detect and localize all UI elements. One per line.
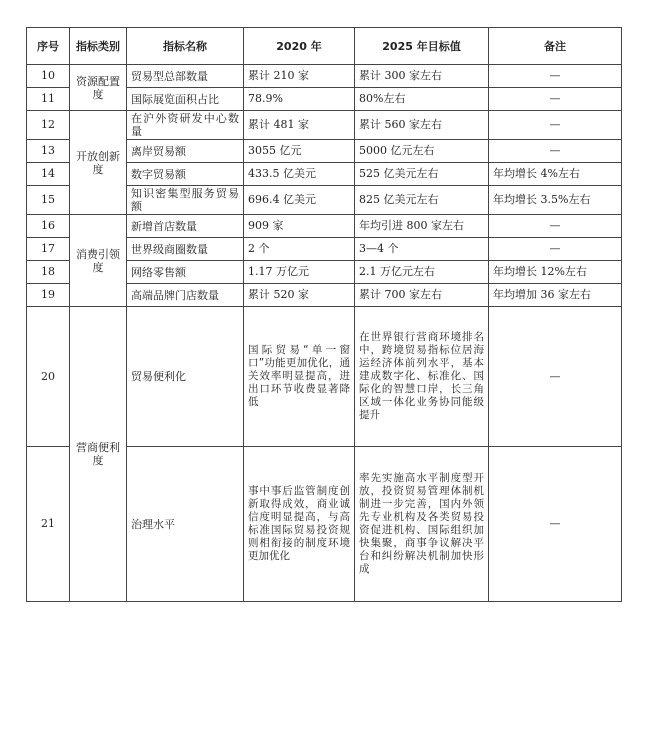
- note-cell: —: [489, 88, 622, 111]
- value-2020: 696.4 亿美元: [244, 186, 355, 215]
- value-2025: 率先实施高水平制度型开放，投资贸易管理体制机制进一步完善，国内外领先专业机构及各类贸易投资促进机构、国际组织加快集聚，商事争议解决平台和纠纷解决机制加快形成: [355, 447, 489, 602]
- indicator-name: 知识密集型服务贸易额: [127, 186, 244, 215]
- row-seq: 18: [27, 261, 70, 284]
- row-seq: 12: [27, 111, 70, 140]
- value-2025: 2.1 万亿元左右: [355, 261, 489, 284]
- value-2020: 1.17 万亿元: [244, 261, 355, 284]
- indicator-name: 数字贸易额: [127, 163, 244, 186]
- header-note: 备注: [489, 28, 622, 65]
- row-seq: 13: [27, 140, 70, 163]
- value-2020: 累计 520 家: [244, 284, 355, 307]
- row-seq: 17: [27, 238, 70, 261]
- indicator-name: 国际展览面积占比: [127, 88, 244, 111]
- indicator-name: 贸易便利化: [127, 307, 244, 447]
- row-seq: 20: [27, 307, 70, 447]
- value-2020: 事中事后监管制度创新取得成效，商业诚信度明显提高，与高标准国际贸易投资规则相衔接的制度环境更加优化: [244, 447, 355, 602]
- header-2020: 2020 年: [244, 28, 355, 65]
- indicator-name: 治理水平: [127, 447, 244, 602]
- note-cell: 年均增长 12%左右: [489, 261, 622, 284]
- row-seq: 10: [27, 65, 70, 88]
- header-name: 指标名称: [127, 28, 244, 65]
- indicator-name: 网络零售额: [127, 261, 244, 284]
- value-2025: 累计 300 家左右: [355, 65, 489, 88]
- note-cell: 年均增加 36 家左右: [489, 284, 622, 307]
- table-row: [27, 65, 622, 88]
- note-cell: —: [489, 238, 622, 261]
- note-cell: 年均增长 4%左右: [489, 163, 622, 186]
- value-2020: 3055 亿元: [244, 140, 355, 163]
- value-2020: 433.5 亿美元: [244, 163, 355, 186]
- header-seq: 序号: [27, 28, 70, 65]
- value-2025: 累计 700 家左右: [355, 284, 489, 307]
- note-cell: —: [489, 140, 622, 163]
- value-2020: 累计 481 家: [244, 111, 355, 140]
- table-row: [27, 307, 622, 447]
- indicator-name: 在沪外资研发中心数量: [127, 111, 244, 140]
- indicator-name: 离岸贸易额: [127, 140, 244, 163]
- indicator-name: 新增首店数量: [127, 215, 244, 238]
- row-seq: 21: [27, 447, 70, 602]
- row-seq: 16: [27, 215, 70, 238]
- category-cell: 营商便利度: [70, 307, 127, 602]
- header-row: [27, 28, 622, 65]
- header-2025: 2025 年目标值: [355, 28, 489, 65]
- value-2025: 525 亿美元左右: [355, 163, 489, 186]
- note-cell: —: [489, 111, 622, 140]
- value-2020: 909 家: [244, 215, 355, 238]
- category-cell: 资源配置度: [70, 65, 127, 111]
- value-2025: 3—4 个: [355, 238, 489, 261]
- row-seq: 14: [27, 163, 70, 186]
- value-2020: 国际贸易“单一窗口”功能更加优化，通关效率明显提高，进出口环节收费显著降低: [244, 307, 355, 447]
- row-seq: 19: [27, 284, 70, 307]
- value-2025: 累计 560 家左右: [355, 111, 489, 140]
- value-2025: 825 亿美元左右: [355, 186, 489, 215]
- note-cell: —: [489, 447, 622, 602]
- value-2025: 年均引进 800 家左右: [355, 215, 489, 238]
- note-cell: —: [489, 307, 622, 447]
- row-seq: 11: [27, 88, 70, 111]
- table-row: [27, 111, 622, 140]
- value-2025: 80%左右: [355, 88, 489, 111]
- indicator-table: [26, 27, 622, 602]
- value-2025: 5000 亿元左右: [355, 140, 489, 163]
- indicator-name: 高端品牌门店数量: [127, 284, 244, 307]
- note-cell: —: [489, 65, 622, 88]
- header-category: 指标类别: [70, 28, 127, 65]
- value-2020: 78.9%: [244, 88, 355, 111]
- category-cell: 开放创新度: [70, 111, 127, 215]
- indicator-name: 世界级商圈数量: [127, 238, 244, 261]
- value-2025: 在世界银行营商环境排名中，跨境贸易指标位居海运经济体前列水平，基本建成数字化、标准化、国际化的智慧口岸，长三角区域一体化业务协同能级提升: [355, 307, 489, 447]
- category-cell: 消费引领度: [70, 215, 127, 307]
- row-seq: 15: [27, 186, 70, 215]
- note-cell: 年均增长 3.5%左右: [489, 186, 622, 215]
- table-row: [27, 215, 622, 238]
- value-2020: 累计 210 家: [244, 65, 355, 88]
- value-2020: 2 个: [244, 238, 355, 261]
- note-cell: —: [489, 215, 622, 238]
- indicator-name: 贸易型总部数量: [127, 65, 244, 88]
